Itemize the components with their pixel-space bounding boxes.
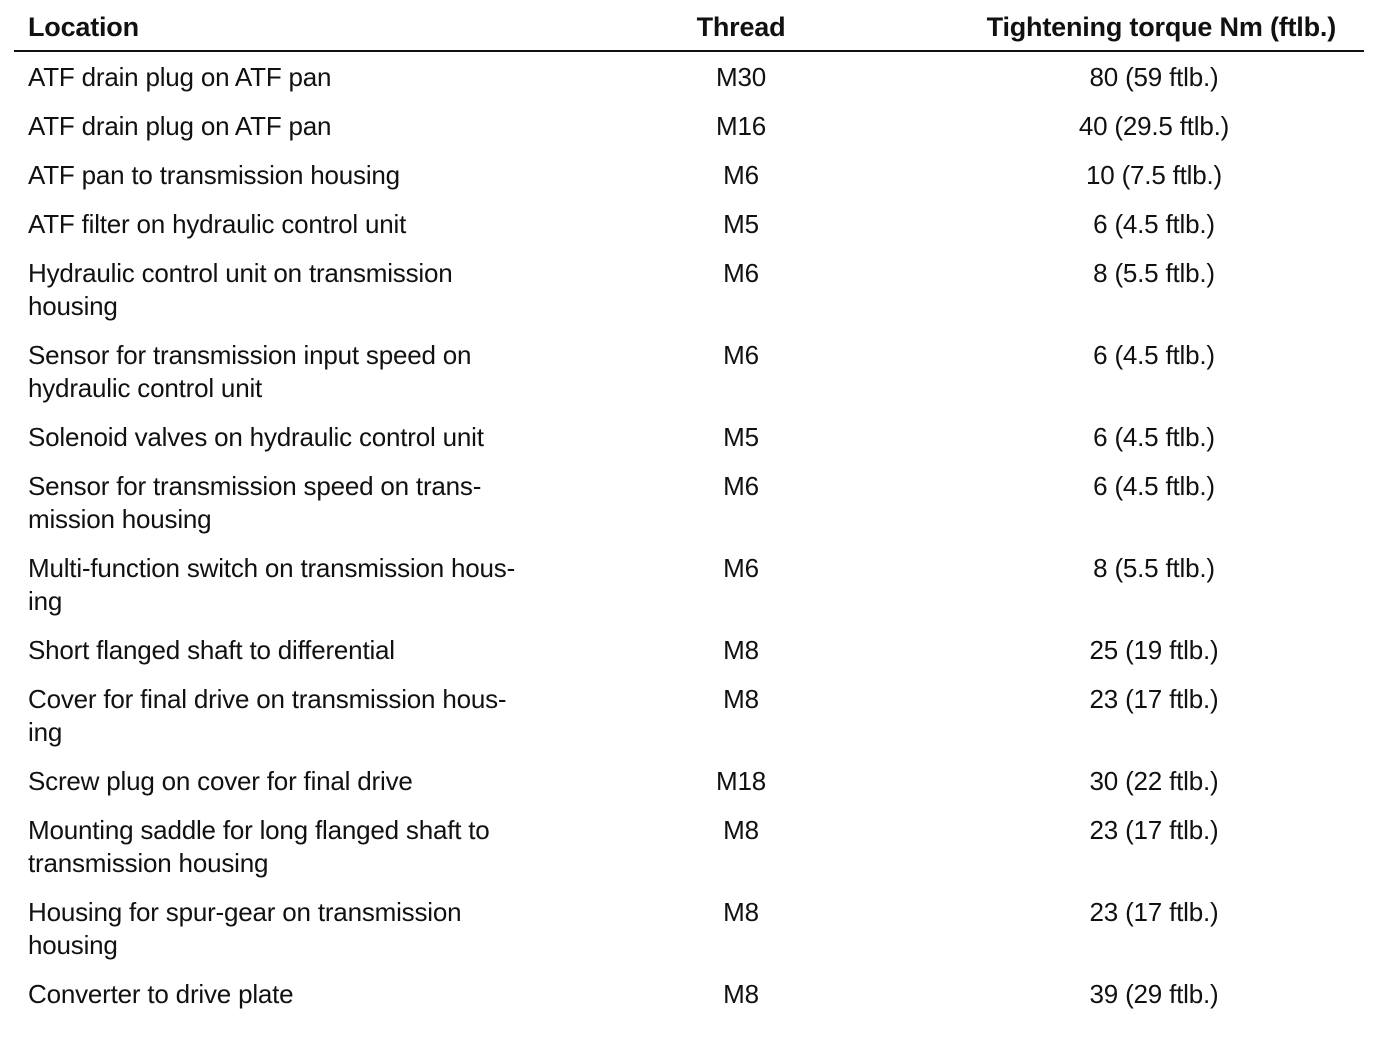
table-row [14,199,1364,248]
cell-torque: 23 (17 ftlb.) [1089,684,1219,714]
table-row [14,150,1364,199]
table-body [14,52,1364,1018]
cell-torque: 30 (22 ftlb.) [1089,766,1219,796]
header-torque: Tightening torque Nm (ftlb.) [986,12,1336,42]
header-thread: Thread [696,12,786,42]
cell-thread: M8 [723,979,759,1009]
cell-torque: 39 (29 ftlb.) [1089,979,1219,1009]
cell-location: Hydraulic control unit on transmission housing [28,258,453,321]
table-row [14,330,1364,412]
header-location: Location [28,12,139,42]
cell-torque: 8 (5.5 ftlb.) [1093,553,1215,583]
cell-location: ATF drain plug on ATF pan [28,111,332,141]
cell-location: Sensor for transmission input speed on hydraulic control unit [28,340,472,403]
table-row [14,969,1364,1018]
cell-thread: M6 [723,471,759,501]
cell-thread: M6 [723,340,759,370]
table-row [14,52,1364,101]
cell-thread: M8 [723,635,759,665]
cell-torque: 23 (17 ftlb.) [1089,815,1219,845]
cell-location: Screw plug on cover for final drive [28,766,413,796]
table-row [14,625,1364,674]
cell-location: Cover for final drive on transmission hous- ing [28,684,507,747]
cell-torque: 40 (29.5 ftlb.) [1078,111,1230,141]
cell-location: Sensor for transmission speed on trans- mission housing [28,471,482,534]
table-row [14,412,1364,461]
cell-location: Solenoid valves on hydraulic control unit [28,422,484,452]
cell-location: Mounting saddle for long flanged shaft to transmission housing [28,815,490,878]
cell-thread: M5 [723,209,759,239]
cell-location: Converter to drive plate [28,979,294,1009]
cell-thread: M6 [723,258,759,288]
table-row [14,887,1364,969]
table-row [14,543,1364,625]
cell-torque: 80 (59 ftlb.) [1089,62,1219,92]
cell-torque: 25 (19 ftlb.) [1089,635,1219,665]
cell-torque: 6 (4.5 ftlb.) [1093,422,1215,452]
cell-thread: M6 [723,160,759,190]
torque-table [14,0,1364,1018]
cell-thread: M16 [716,111,766,141]
cell-thread: M8 [723,897,759,927]
cell-torque: 23 (17 ftlb.) [1089,897,1219,927]
cell-torque: 6 (4.5 ftlb.) [1093,209,1215,239]
cell-location: Short flanged shaft to differential [28,635,395,665]
table-row [14,461,1364,543]
cell-torque: 6 (4.5 ftlb.) [1093,471,1215,501]
cell-location: ATF filter on hydraulic control unit [28,209,407,239]
cell-thread: M6 [723,553,759,583]
cell-thread: M30 [716,62,766,92]
table-header-row [14,0,1364,52]
cell-thread: M8 [723,815,759,845]
cell-torque: 6 (4.5 ftlb.) [1093,340,1215,370]
cell-torque: 8 (5.5 ftlb.) [1093,258,1215,288]
cell-location: ATF pan to transmission housing [28,160,400,190]
cell-thread: M8 [723,684,759,714]
table-row [14,674,1364,756]
cell-thread: M5 [723,422,759,452]
cell-location: Multi-function switch on transmission hous- ing [28,553,516,616]
table-row [14,805,1364,887]
table-row [14,248,1364,330]
table-row [14,756,1364,805]
cell-torque: 10 (7.5 ftlb.) [1086,160,1222,190]
cell-location: Housing for spur-gear on transmission housing [28,897,462,960]
table-row [14,101,1364,150]
cell-thread: M18 [716,766,766,796]
cell-location: ATF drain plug on ATF pan [28,62,332,92]
